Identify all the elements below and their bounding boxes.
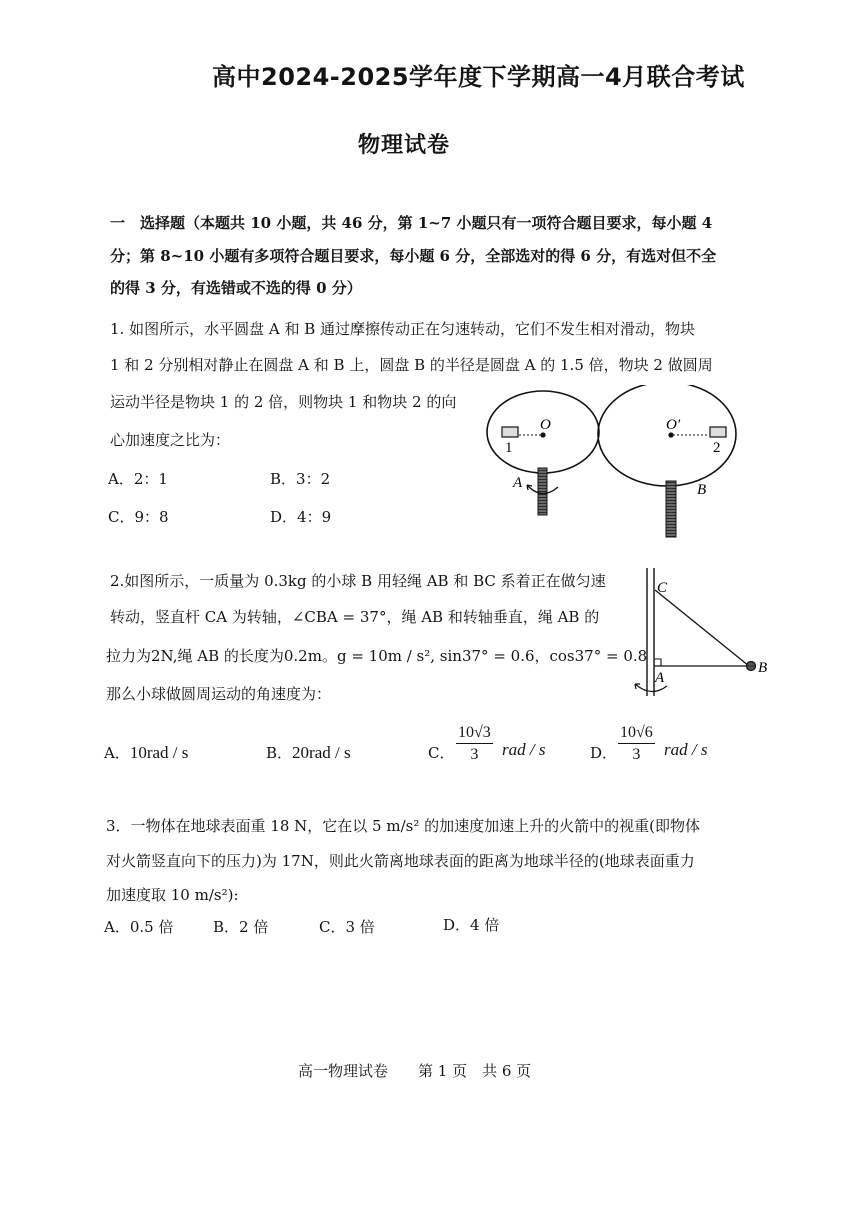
right-angle-mark: [654, 659, 661, 666]
q1-disks-figure: [480, 385, 750, 545]
q2-option-c-denominator: 3: [470, 746, 479, 763]
q2-option-a[interactable]: [104, 742, 188, 763]
q3-option-c[interactable]: C．3 倍: [319, 918, 375, 936]
q2-option-c-fraction: [456, 724, 493, 764]
q2-text-line-4: 那么小球做圆周运动的角速度为：: [106, 685, 332, 703]
section-instructions-line-1: 一 选择题（本题共 10 小题，共 46 分，第 1~7 小题只有一项符合题目要求，每小题 4: [110, 214, 713, 232]
section-instructions-line-2: 分；第 8~10 小题有多项符合题目要求，每小题 6 分，全部选对的得 6 分，有选对但不全: [110, 247, 717, 265]
label-b: B: [758, 660, 768, 676]
center-o-prime: [668, 432, 673, 437]
label-disk-a: A: [513, 475, 523, 491]
block-1: [502, 427, 518, 437]
q1-option-d[interactable]: D．4：9: [270, 508, 332, 526]
shaft-a: [538, 468, 547, 515]
q2-option-c-unit: rad / s: [502, 740, 546, 759]
q2-option-b[interactable]: [266, 742, 351, 763]
q2-option-d-label[interactable]: D．: [590, 744, 618, 762]
q3-text-line-3: 加速度取 10 m/s²):: [106, 886, 239, 904]
q2-option-c-numerator: 10√3: [456, 724, 493, 744]
q1-text-line-3: 运动半径是物块 1 的 2 倍，则物块 1 和物块 2 的向: [110, 393, 457, 411]
exam-title: 高中2024-2025学年度下学期高一4月联合考试: [212, 63, 745, 91]
q1-option-b[interactable]: B．3：2: [270, 470, 331, 488]
label-o: O: [540, 417, 551, 433]
q3-option-a[interactable]: A．0.5 倍: [104, 918, 174, 936]
label-o-prime: O′: [666, 417, 681, 433]
shaft-b: [666, 481, 676, 537]
q2-text-line-3: 拉力为2N,绳 AB 的长度为0.2m。g = 10m / s², sin37° = 0.6，cos37° = 0.8: [106, 647, 648, 665]
q3-option-b[interactable]: B．2 倍: [213, 918, 269, 936]
q2-text-line-2: 转动，竖直杆 CA 为转轴，∠CBA = 37°，绳 AB 和转轴垂直，绳 AB 的: [110, 608, 600, 626]
q1-text-line-1: 1. 如图所示，水平圆盘 A 和 B 通过摩擦传动正在匀速转动，它们不发生相对滑动，物块: [110, 320, 696, 338]
q2-option-b-label: B．: [266, 744, 293, 762]
label-a: A: [655, 670, 665, 686]
block-2: [710, 427, 726, 437]
q1-text-line-4: 心加速度之比为：: [110, 431, 231, 449]
q2-option-d-fraction: [618, 724, 655, 764]
q2-option-d-denominator: 3: [632, 746, 641, 763]
q2-option-d-unit: rad / s: [664, 740, 708, 759]
label-block-1: 1: [505, 440, 513, 456]
rope-bc: [655, 590, 749, 666]
center-o: [540, 432, 545, 437]
q2-option-a-value: 10rad / s: [129, 743, 189, 762]
q3-option-d[interactable]: D．4 倍: [443, 916, 500, 934]
q1-option-a[interactable]: A．2：1: [108, 470, 168, 488]
section-instructions-line-3: 的得 3 分，有选错或不选的得 0 分）: [110, 279, 362, 297]
q2-option-b-value: 20rad / s: [292, 743, 351, 762]
label-disk-b: B: [697, 482, 707, 498]
q1-option-c[interactable]: C．9：8: [108, 508, 169, 526]
q2-option-c-label[interactable]: C．: [428, 744, 455, 762]
q2-rotation-figure: [625, 566, 775, 706]
label-c: C: [657, 580, 668, 596]
exam-subtitle: 物理试卷: [358, 133, 451, 158]
q3-text-line-2: 对火箭竖直向下的压力)为 17N，则此火箭离地球表面的距离为地球半径的(地球表面重力: [106, 852, 695, 870]
label-block-2: 2: [713, 440, 721, 456]
q2-option-d-numerator: 10√6: [618, 724, 655, 744]
q2-text-line-1: 2.如图所示，一质量为 0.3kg 的小球 B 用轻绳 AB 和 BC 系着正在做匀速: [110, 572, 606, 590]
q3-text-line-1: 3．一物体在地球表面重 18 N，它在以 5 m/s² 的加速度加速上升的火箭中的视重(即物体: [106, 817, 700, 835]
q2-option-a-label: A．: [104, 744, 130, 762]
q1-text-line-2: 1 和 2 分别相对静止在圆盘 A 和 B 上，圆盘 B 的半径是圆盘 A 的 1.5 倍，物块 2 做圆周: [110, 356, 713, 374]
page-footer: 高一物理试卷 第 1 页 共 6 页: [298, 1062, 532, 1080]
